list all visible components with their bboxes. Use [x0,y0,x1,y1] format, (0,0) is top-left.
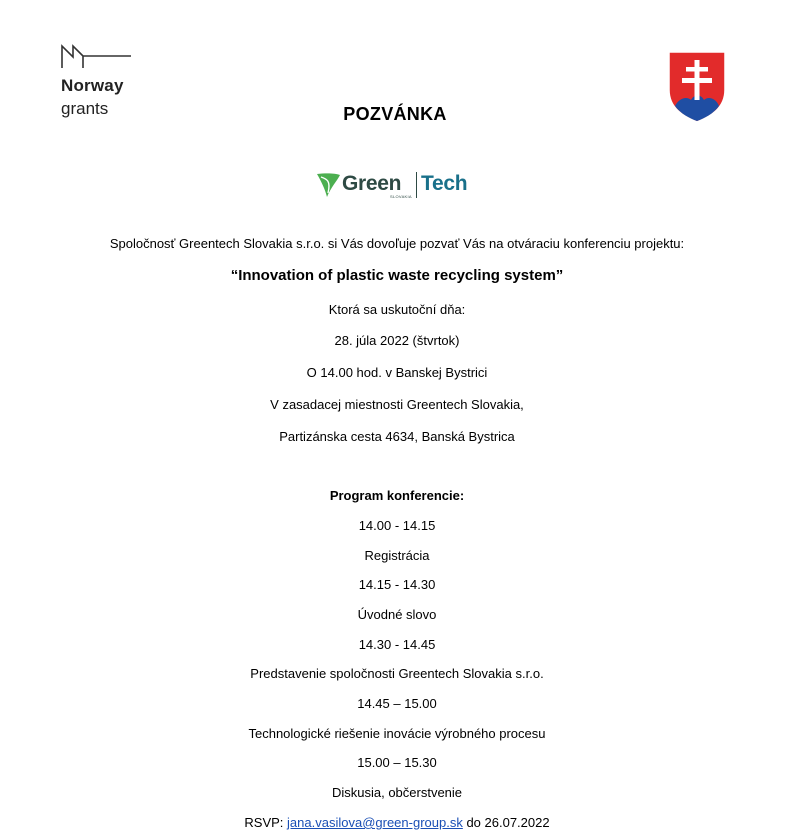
slovak-coat-of-arms-icon [667,50,727,124]
greentech-logo [315,170,475,202]
event-address: Partizánska cesta 4634, Banská Bystrica [279,429,515,444]
project-title: “Innovation of plastic waste recycling system” [230,267,564,284]
program-item-label: Úvodné slovo [357,607,437,622]
program-item-label: Registrácia [364,548,430,563]
rsvp-deadline: do 26.07.2022 [466,815,550,830]
event-time-place: O 14.00 hod. v Banskej Bystrici [306,365,488,380]
program-item-label: Technologické riešenie inovácie výrobného procesu [248,726,546,741]
when-intro: Ktorá sa uskutoční dňa: [328,302,466,317]
norway-word: Norway [61,76,124,95]
program-item-time: 14.30 - 14.45 [358,637,436,652]
logo-green-text: Green [342,172,402,195]
logo-tech-text: Tech [421,172,468,195]
program-item-time: 15.00 – 15.30 [357,755,437,770]
intro-text: Spoločnosť Greentech Slovakia s.r.o. si Vás dovoľuje pozvať Vás na otváraciu konferenciu projektu: [109,236,685,251]
program-heading: Program konferencie: [329,488,465,503]
program-item-label: Predstavenie spoločnosti Greentech Slovakia s.r.o. [250,666,544,681]
rsvp-label: RSVP: [244,815,284,830]
leaf-icon [315,171,341,199]
coat-of-arms [667,50,727,124]
program-item-time: 14.15 - 14.30 [358,577,436,592]
grants-word: grants [61,99,109,118]
rsvp-email-link[interactable]: jana.vasilova@green-group.sk [287,815,463,830]
logo-sub-text: SLOVAKIA [390,194,412,199]
norway-grants-mark-icon [61,44,133,70]
page-title: POZVÁNKA [343,104,447,124]
event-date: 28. júla 2022 (štvrtok) [334,333,460,348]
program-item-time: 14.00 - 14.15 [358,518,436,533]
program-item-label: Diskusia, občerstvenie [331,785,463,800]
rsvp-line [0,815,794,831]
program-item-time: 14.45 – 15.00 [357,696,437,711]
event-room: V zasadacej miestnosti Greentech Slovakia, [270,397,524,412]
logo-divider [416,172,417,198]
